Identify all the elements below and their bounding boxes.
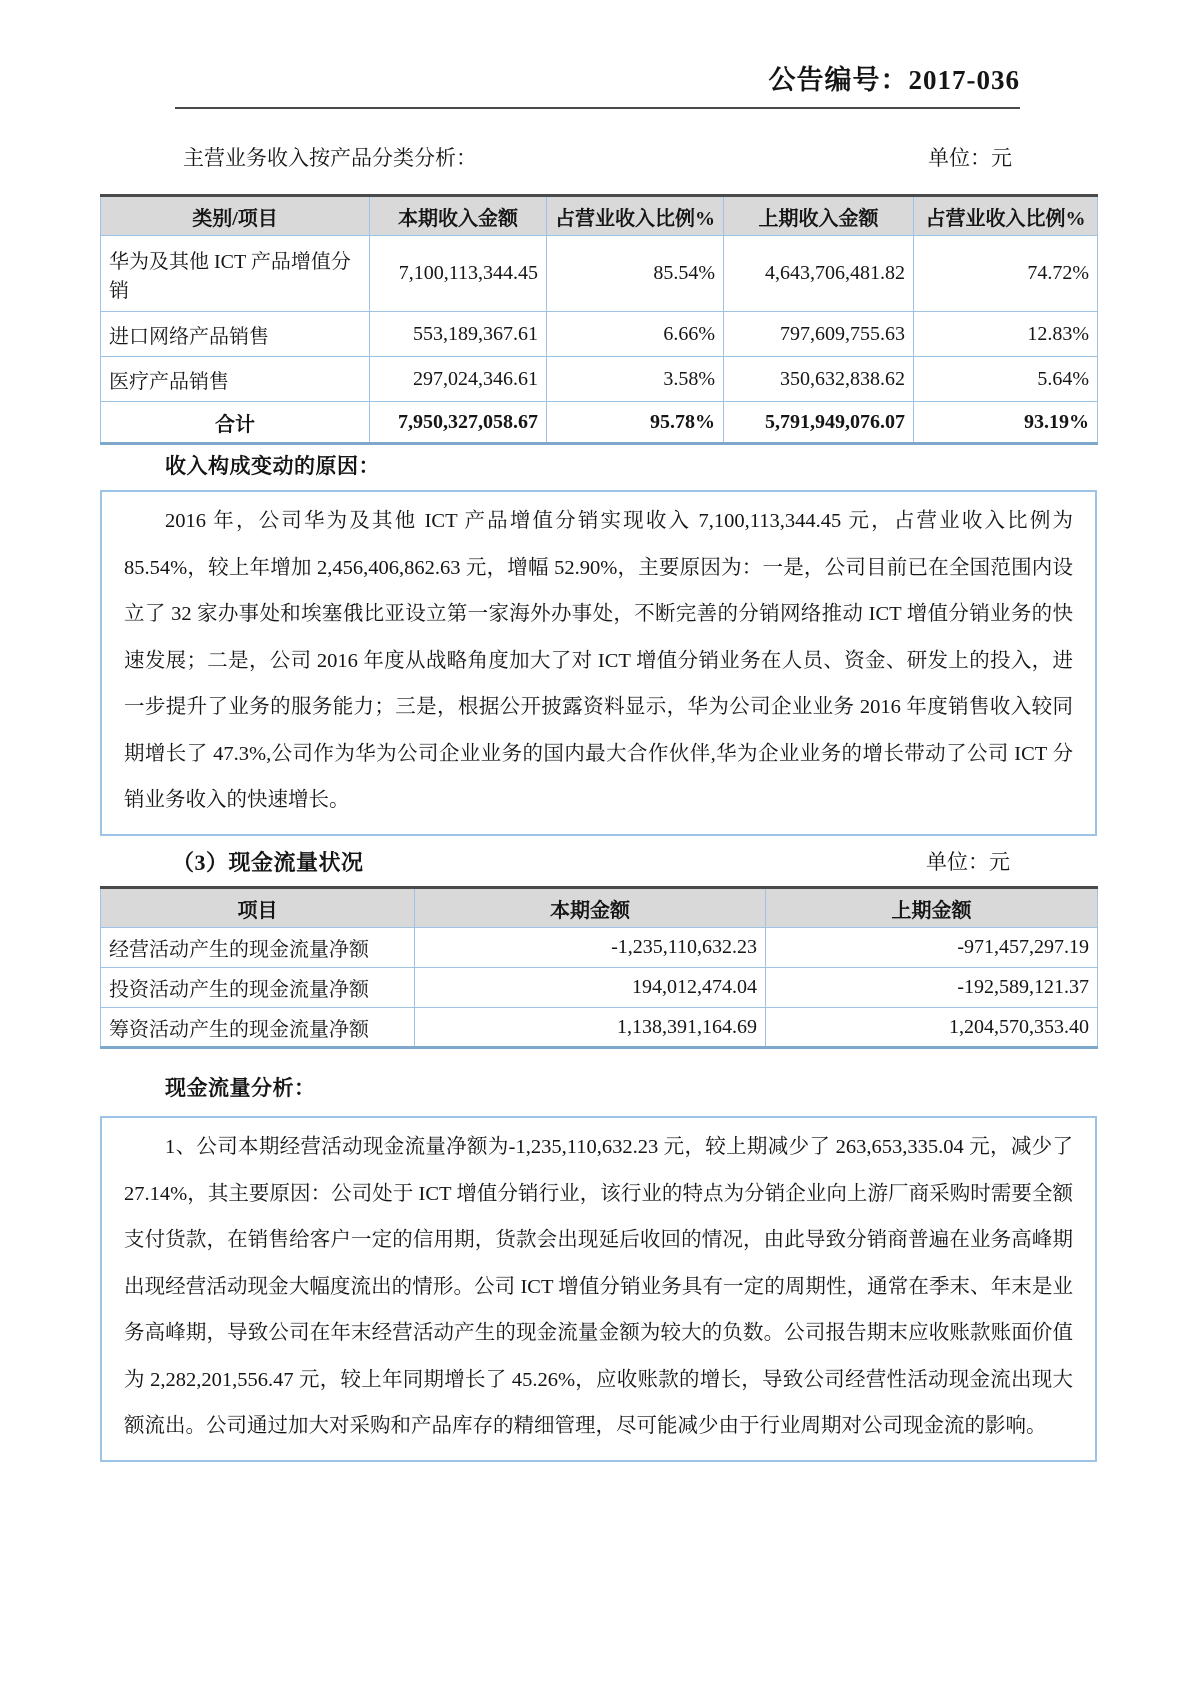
table-cell: 85.54% [547, 236, 724, 312]
table-cell: 7,100,113,344.45 [370, 236, 547, 312]
revenue-table [100, 194, 1098, 445]
table-cell: 7,950,327,058.67 [370, 402, 547, 444]
doc-number: 公告编号：2017-036 [175, 58, 1020, 109]
col-header-category: 类别/项目 [101, 196, 370, 236]
table-cell: 1,138,391,164.69 [415, 1008, 766, 1048]
table-cell: 5.64% [914, 357, 1098, 402]
revenue-change-reason-paragraph: 2016 年，公司华为及其他 ICT 产品增值分销实现收入 7,100,113,344.45 元，占营业收入比例为 85.54%，较上年增加 2,456,406,862.63 元，增幅 52.90%，主要原因为：一是，公司目前已在全国范围内设立了 32 家办事处和埃塞俄比亚设立第一家海外办事处，不断完善的分销网络推动 ICT 增值分销业务的快速发展；二是，公司 2016 年度从战略角度加大了对 ICT 增值分销业务在人员、资金、研发上的投入，进一步提升了业务的服务能力；三是，根据公开披露资料显示，华为公司企业业务 2016 年度销售收入较同期增长了 47.3%,公司作为华为公司企业业务的国内最大合作伙伴,华为企业业务的增长带动了公司 ICT 分销业务收入的快速增长。 [100, 490, 1097, 836]
row-label: 医疗产品销售 [101, 357, 370, 402]
table-cell: 350,632,838.62 [724, 357, 914, 402]
table-cell: 93.19% [914, 402, 1098, 444]
col-header-prior-ratio: 占营业收入比例% [914, 196, 1098, 236]
table-cell: 194,012,474.04 [415, 968, 766, 1008]
table-cell: 95.78% [547, 402, 724, 444]
unit-label-cashflow: 单位：元 [926, 850, 1010, 874]
total-row [101, 402, 1098, 444]
table-cell: 6.66% [547, 312, 724, 357]
table-row [101, 236, 1098, 312]
row-label: 投资活动产生的现金流量净额 [101, 968, 415, 1008]
cashflow-table [100, 886, 1098, 1049]
table-row [101, 928, 1098, 968]
col-header-prior-amount: 上期金额 [766, 888, 1098, 928]
table-row [101, 312, 1098, 357]
cashflow-analysis-heading: 现金流量分析： [165, 1076, 316, 1100]
cashflow-table-header-row [101, 888, 1098, 928]
table-cell: 297,024,346.61 [370, 357, 547, 402]
row-label: 华为及其他 ICT 产品增值分销 [101, 236, 370, 312]
col-header-item: 项目 [101, 888, 415, 928]
row-label: 经营活动产生的现金流量净额 [101, 928, 415, 968]
total-label: 合计 [101, 402, 370, 444]
col-header-current-amount: 本期金额 [415, 888, 766, 928]
table-cell: 12.83% [914, 312, 1098, 357]
revenue-intro-label: 主营业务收入按产品分类分析： [183, 146, 477, 170]
revenue-change-reason-heading: 收入构成变动的原因： [165, 454, 380, 478]
table-row [101, 968, 1098, 1008]
table-row [101, 1008, 1098, 1048]
col-header-prior-revenue: 上期收入金额 [724, 196, 914, 236]
row-label: 进口网络产品销售 [101, 312, 370, 357]
table-cell: 797,609,755.63 [724, 312, 914, 357]
table-cell: -192,589,121.37 [766, 968, 1098, 1008]
table-cell: 3.58% [547, 357, 724, 402]
table-row [101, 357, 1098, 402]
table-cell: 74.72% [914, 236, 1098, 312]
cashflow-analysis-paragraph: 1、公司本期经营活动现金流量净额为-1,235,110,632.23 元，较上期减少了 263,653,335.04 元，减少了 27.14%，其主要原因：公司处于 ICT 增值分销行业，该行业的特点为分销企业向上游厂商采购时需要全额支付货款，在销售给客户一定的信用期，货款会出现延后收回的情况，由此导致分销商普遍在业务高峰期出现经营活动现金大幅度流出的情形。公司 ICT 增值分销业务具有一定的周期性，通常在季末、年末是业务高峰期，导致公司在年末经营活动产生的现金流量金额为较大的负数。公司报告期末应收账款账面价值为 2,282,201,556.47 元，较上年同期增长了 45.26%，应收账款的增长，导致公司经营性活动现金流出现大额流出。公司通过加大对采购和产品库存的精细管理，尽可能减少由于行业周期对公司现金流的影响。 [100, 1116, 1097, 1462]
cashflow-section-heading: （3）现金流量状况 [172, 850, 364, 875]
col-header-current-revenue: 本期收入金额 [370, 196, 547, 236]
row-label: 筹资活动产生的现金流量净额 [101, 1008, 415, 1048]
table-cell: -971,457,297.19 [766, 928, 1098, 968]
revenue-table-header-row [101, 196, 1098, 236]
unit-label-revenue: 单位：元 [928, 146, 1012, 170]
table-cell: -1,235,110,632.23 [415, 928, 766, 968]
table-cell: 553,189,367.61 [370, 312, 547, 357]
col-header-current-ratio: 占营业收入比例% [547, 196, 724, 236]
table-cell: 1,204,570,353.40 [766, 1008, 1098, 1048]
table-cell: 4,643,706,481.82 [724, 236, 914, 312]
table-cell: 5,791,949,076.07 [724, 402, 914, 444]
